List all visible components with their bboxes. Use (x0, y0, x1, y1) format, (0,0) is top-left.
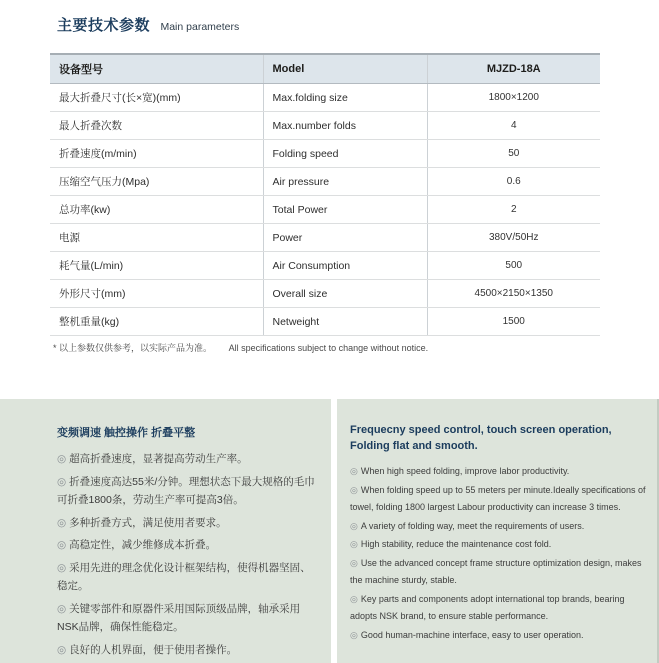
header-model-value: MJZD-18A (427, 54, 600, 84)
feature-item: ◎ 多种折叠方式，满足使用者要求。 (57, 516, 227, 529)
page-title (57, 14, 239, 35)
param-value: 2 (427, 196, 600, 224)
note-marker: * (53, 343, 57, 353)
feature-item: ◎ When high speed folding, improve labor productivity. (350, 466, 570, 476)
features-title-en (350, 422, 649, 454)
param-value: 50 (427, 140, 600, 168)
param-label-zh: 耗气量(L/min) (50, 252, 263, 280)
note-zh: 以上参数仅供参考，以实际产品为准。 (59, 343, 213, 353)
features-title-en-line2: Folding flat and smooth. (350, 440, 478, 452)
feature-item: ◎ 良好的人机界面，便于使用者操作。 (57, 643, 238, 656)
circle-bullet-icon: ◎ (350, 629, 358, 640)
param-label-en: Max.folding size (263, 84, 427, 112)
table-row (50, 168, 600, 196)
table-row (50, 112, 600, 140)
header-param-zh: 设备型号 (50, 54, 263, 84)
circle-bullet-icon: ◎ (350, 539, 358, 549)
table-row (50, 280, 600, 308)
table-row (50, 140, 600, 168)
param-value: 500 (427, 252, 600, 280)
feature-item: ◎ 折叠速度高达55米/分钟。理想状态下最大规格的毛巾可折叠1800条，劳动生产率可提高3倍。 (57, 475, 315, 506)
circle-bullet-icon: ◎ (57, 539, 67, 551)
param-label-en: Netweight (263, 308, 427, 336)
circle-bullet-icon: ◎ (350, 520, 358, 531)
header-model: Model (263, 54, 427, 84)
circle-bullet-icon: ◎ (350, 557, 358, 568)
param-label-zh: 折叠速度(m/min) (50, 140, 263, 168)
table-row (50, 252, 600, 280)
feature-item: ◎ 关键零部件和原器件采用国际顶级品牌，轴承采用NSK品牌，确保性能稳定。 (57, 602, 301, 633)
circle-bullet-icon: ◎ (57, 561, 67, 574)
param-value: 380V/50Hz (427, 224, 600, 252)
param-label-en: Air pressure (263, 168, 427, 196)
param-value: 4500×2150×1350 (427, 280, 600, 308)
param-label-zh: 总功率(kw) (50, 196, 263, 224)
note-en: All specifications subject to change without notice. (228, 343, 429, 353)
param-label-en: Air Consumption (263, 252, 427, 280)
features-list-en (350, 463, 649, 644)
param-label-zh: 外形尺寸(mm) (50, 280, 263, 308)
circle-bullet-icon: ◎ (57, 516, 67, 529)
features-title-en-line1: Frequecny speed control, touch screen operation, (350, 424, 612, 436)
feature-item: ◎ Key parts and components adopt international top brands, bearing adopts NSK brand, to ensure stable performance. (350, 593, 625, 621)
page-title-en: Main parameters (160, 21, 240, 33)
disclaimer-note (53, 341, 428, 354)
param-label-zh: 整机重量(kg) (50, 308, 263, 336)
param-label-en: Overall size (263, 280, 427, 308)
table-row (50, 308, 600, 336)
circle-bullet-icon: ◎ (57, 602, 67, 615)
feature-item: ◎ 高稳定性，减少维修成本折叠。 (57, 539, 217, 551)
table-row (50, 224, 600, 252)
feature-item: ◎ 采用先进的理念优化设计框架结构，使得机器坚固、稳定。 (57, 561, 311, 592)
param-label-zh: 最人折叠次数 (50, 112, 263, 140)
param-label-en: Total Power (263, 196, 427, 224)
feature-item: ◎ Use the advanced concept frame structure optimization design, makes the machine sturdy, stable. (350, 557, 642, 585)
feature-item: ◎ A variety of folding way, meet the requirements of users. (350, 520, 585, 531)
circle-bullet-icon: ◎ (57, 453, 67, 465)
param-label-en: Power (263, 224, 427, 252)
feature-item: ◎ High stability, reduce the maintenance cost fold. (350, 539, 552, 549)
circle-bullet-icon: ◎ (57, 475, 67, 488)
page-title-zh: 主要技术参数 (57, 17, 151, 34)
spec-table (50, 53, 600, 336)
param-value: 4 (427, 112, 600, 140)
feature-item: ◎ When folding speed up to 55 meters per minute.Ideally specifications of towel, folding 1800 largest Labour productivity can increase 3 times. (350, 484, 646, 512)
param-label-en: Folding speed (263, 140, 427, 168)
param-label-zh: 最大折叠尺寸(长×宽)(mm) (50, 84, 263, 112)
param-label-en: Max.number folds (263, 112, 427, 140)
table-row (50, 84, 600, 112)
features-list-zh (57, 450, 319, 659)
circle-bullet-icon: ◎ (57, 643, 67, 656)
features-title-zh: 变频调速 触控操作 折叠平整 (57, 427, 196, 439)
circle-bullet-icon: ◎ (350, 484, 358, 495)
feature-item: ◎ 超高折叠速度，显著提高劳动生产率。 (57, 453, 248, 465)
circle-bullet-icon: ◎ (350, 466, 358, 476)
features-block-zh (0, 399, 331, 663)
param-value: 1800×1200 (427, 84, 600, 112)
table-header-row (50, 54, 600, 84)
param-value: 0.6 (427, 168, 600, 196)
table-row (50, 196, 600, 224)
spec-table-body (50, 84, 600, 336)
circle-bullet-icon: ◎ (350, 593, 358, 604)
param-label-zh: 压缩空气压力(Mpa) (50, 168, 263, 196)
feature-item: ◎ Good human-machine interface, easy to user operation. (350, 629, 584, 640)
param-value: 1500 (427, 308, 600, 336)
features-block-en (337, 399, 659, 663)
param-label-zh: 电源 (50, 224, 263, 252)
